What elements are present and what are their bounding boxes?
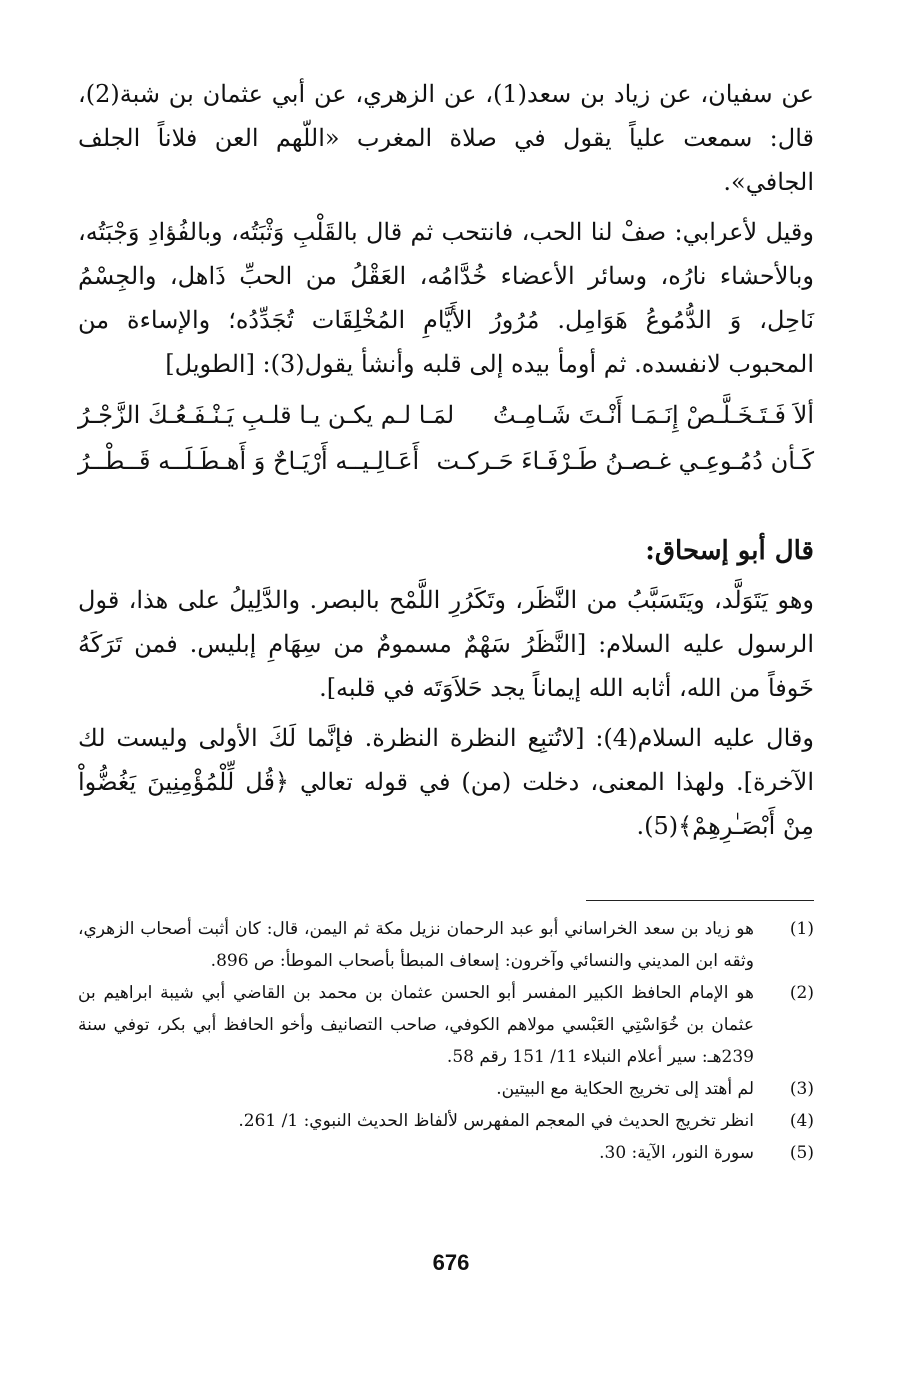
footnote-number: (2) [789, 983, 814, 1003]
poem-verse [78, 392, 814, 438]
paragraph-narration: عن سفيان، عن زياد بن سعد(1)، عن الزهري، عن أبي عثمان بن شبة(2)، قال: سمعت علياً يقول في صلاة المغرب «اللّهم العن فلاناً الجلف الجافي». [78, 80, 814, 196]
footnote-number: (5) [789, 1143, 814, 1163]
footnote [78, 1137, 814, 1169]
paragraph-bedouin-description: وقيل لأعرابي: صفْ لنا الحب، فانتحب ثم قال بالقَلْبِ وَثْبَتُه، وبالفُؤادِ وَجْبَتُه، وبالأحشاء نارُه، وسائر الأعضاء خُدَّامُه، العَقْلُ من الحبِّ ذَاهل، والجِسْمُ نَاحِل، وَ الدُّمُوعُ هَوَامِل. مُرُورُ الأَيَّامِ المُخْلِقَات تُجَدِّدُه؛ والإساءة من المحبوب لانفسده. ثم أومأ بيده إلى قلبه وأنشأ يقول(3): [الطويل] [78, 218, 814, 378]
footnotes [78, 913, 814, 1169]
footnote-number: (4) [789, 1111, 814, 1131]
footnote-text: هو الإمام الحافظ الكبير المفسر أبو الحسن عثمان بن محمد بن القاضي أبي شيبة ابراهيم بن عثمان بن خُوَاسْتِي العَبْسي مولاهم الكوفي، صاحب التصانيف وأخو الحافظ أبي بكر، توفي سنة 239هـ: سير أعلام النبلاء 11/ 151 رقم 58. [78, 983, 754, 1067]
footnote [78, 913, 814, 977]
footnote-text: لم أهتد إلى تخريج الحكاية مع البيتين. [496, 1079, 754, 1099]
poem-verse [78, 438, 814, 484]
paragraph-hadith-second-look: وقال عليه السلام(4): [لاتُتبِع النظرة النظرة. فإنَّما لَكَ الأولى وليست لك الآخرة]. ولهذا المعنى، دخلت (من) في قوله تعالي ﴿قُل لِّلْمُؤْمِنِينَ يَغُضُّواْ مِنْ أَبْصَـٰرِهِمْ﴾(5). [78, 724, 814, 840]
footnote-divider [586, 900, 814, 901]
footnote [78, 1105, 814, 1137]
page-number: 676 [432, 1250, 470, 1275]
verse-first-hemistich: كَـأن دُمُـوعِـي غـصـنُ طَـرْفَـاءَ حَـركـت [436, 447, 814, 475]
poem [78, 392, 814, 484]
verse-second-hemistich: أَعَـالِـيــه أَرْيَـاحٌ وَ أَهـطَـلَــه قَــطْــرُ [78, 447, 420, 475]
footnote [78, 977, 814, 1073]
footnote-text: هو زياد بن سعد الخراساني أبو عبد الرحمان نزيل مكة ثم اليمن، قال: كان أثبت أصحاب الزهري، وثقه ابن المديني والنسائي وآخرون: إسعاف المبطأ بأصحاب الموطأ: ص 896. [78, 919, 754, 971]
footnote-number: (1) [789, 919, 814, 939]
footnote [78, 1073, 814, 1105]
section-heading: قال أبو إسحاق: [645, 536, 814, 566]
paragraph-hadith-gaze: وهو يَتَوَلَّد، ويَتَسَبَّبُ من النَّظَر، وتَكَرُرِ اللَّمْح بالبصر. والدَّلِيلُ على هذا، قول الرسول عليه السلام: [النَّظَرُ سَهْمٌ مسمومٌ من سِهَامِ إبليس. فمن تَرَكَهُ خَوفاً من الله، أثابه الله إيماناً يجد حَلاَوَتَه في قلبه]. [78, 586, 815, 702]
footnote-text: انظر تخريج الحديث في المعجم المفهرس لألفاظ الحديث النبوي: 1/ 261. [238, 1111, 754, 1131]
verse-second-hemistich: لمَـا لـم يكـن يـا قلـبِ يَـنْـفَـعُـكَ الزَّجْـرُ [78, 401, 455, 429]
footnote-text: سورة النور، الآية: 30. [599, 1143, 754, 1163]
footnote-number: (3) [789, 1079, 814, 1099]
verse-first-hemistich: ألاَ فَـتَـخَـلَّـصْ إِنَـمَـا أَنْـتَ شَـامِـتُ [493, 401, 814, 429]
